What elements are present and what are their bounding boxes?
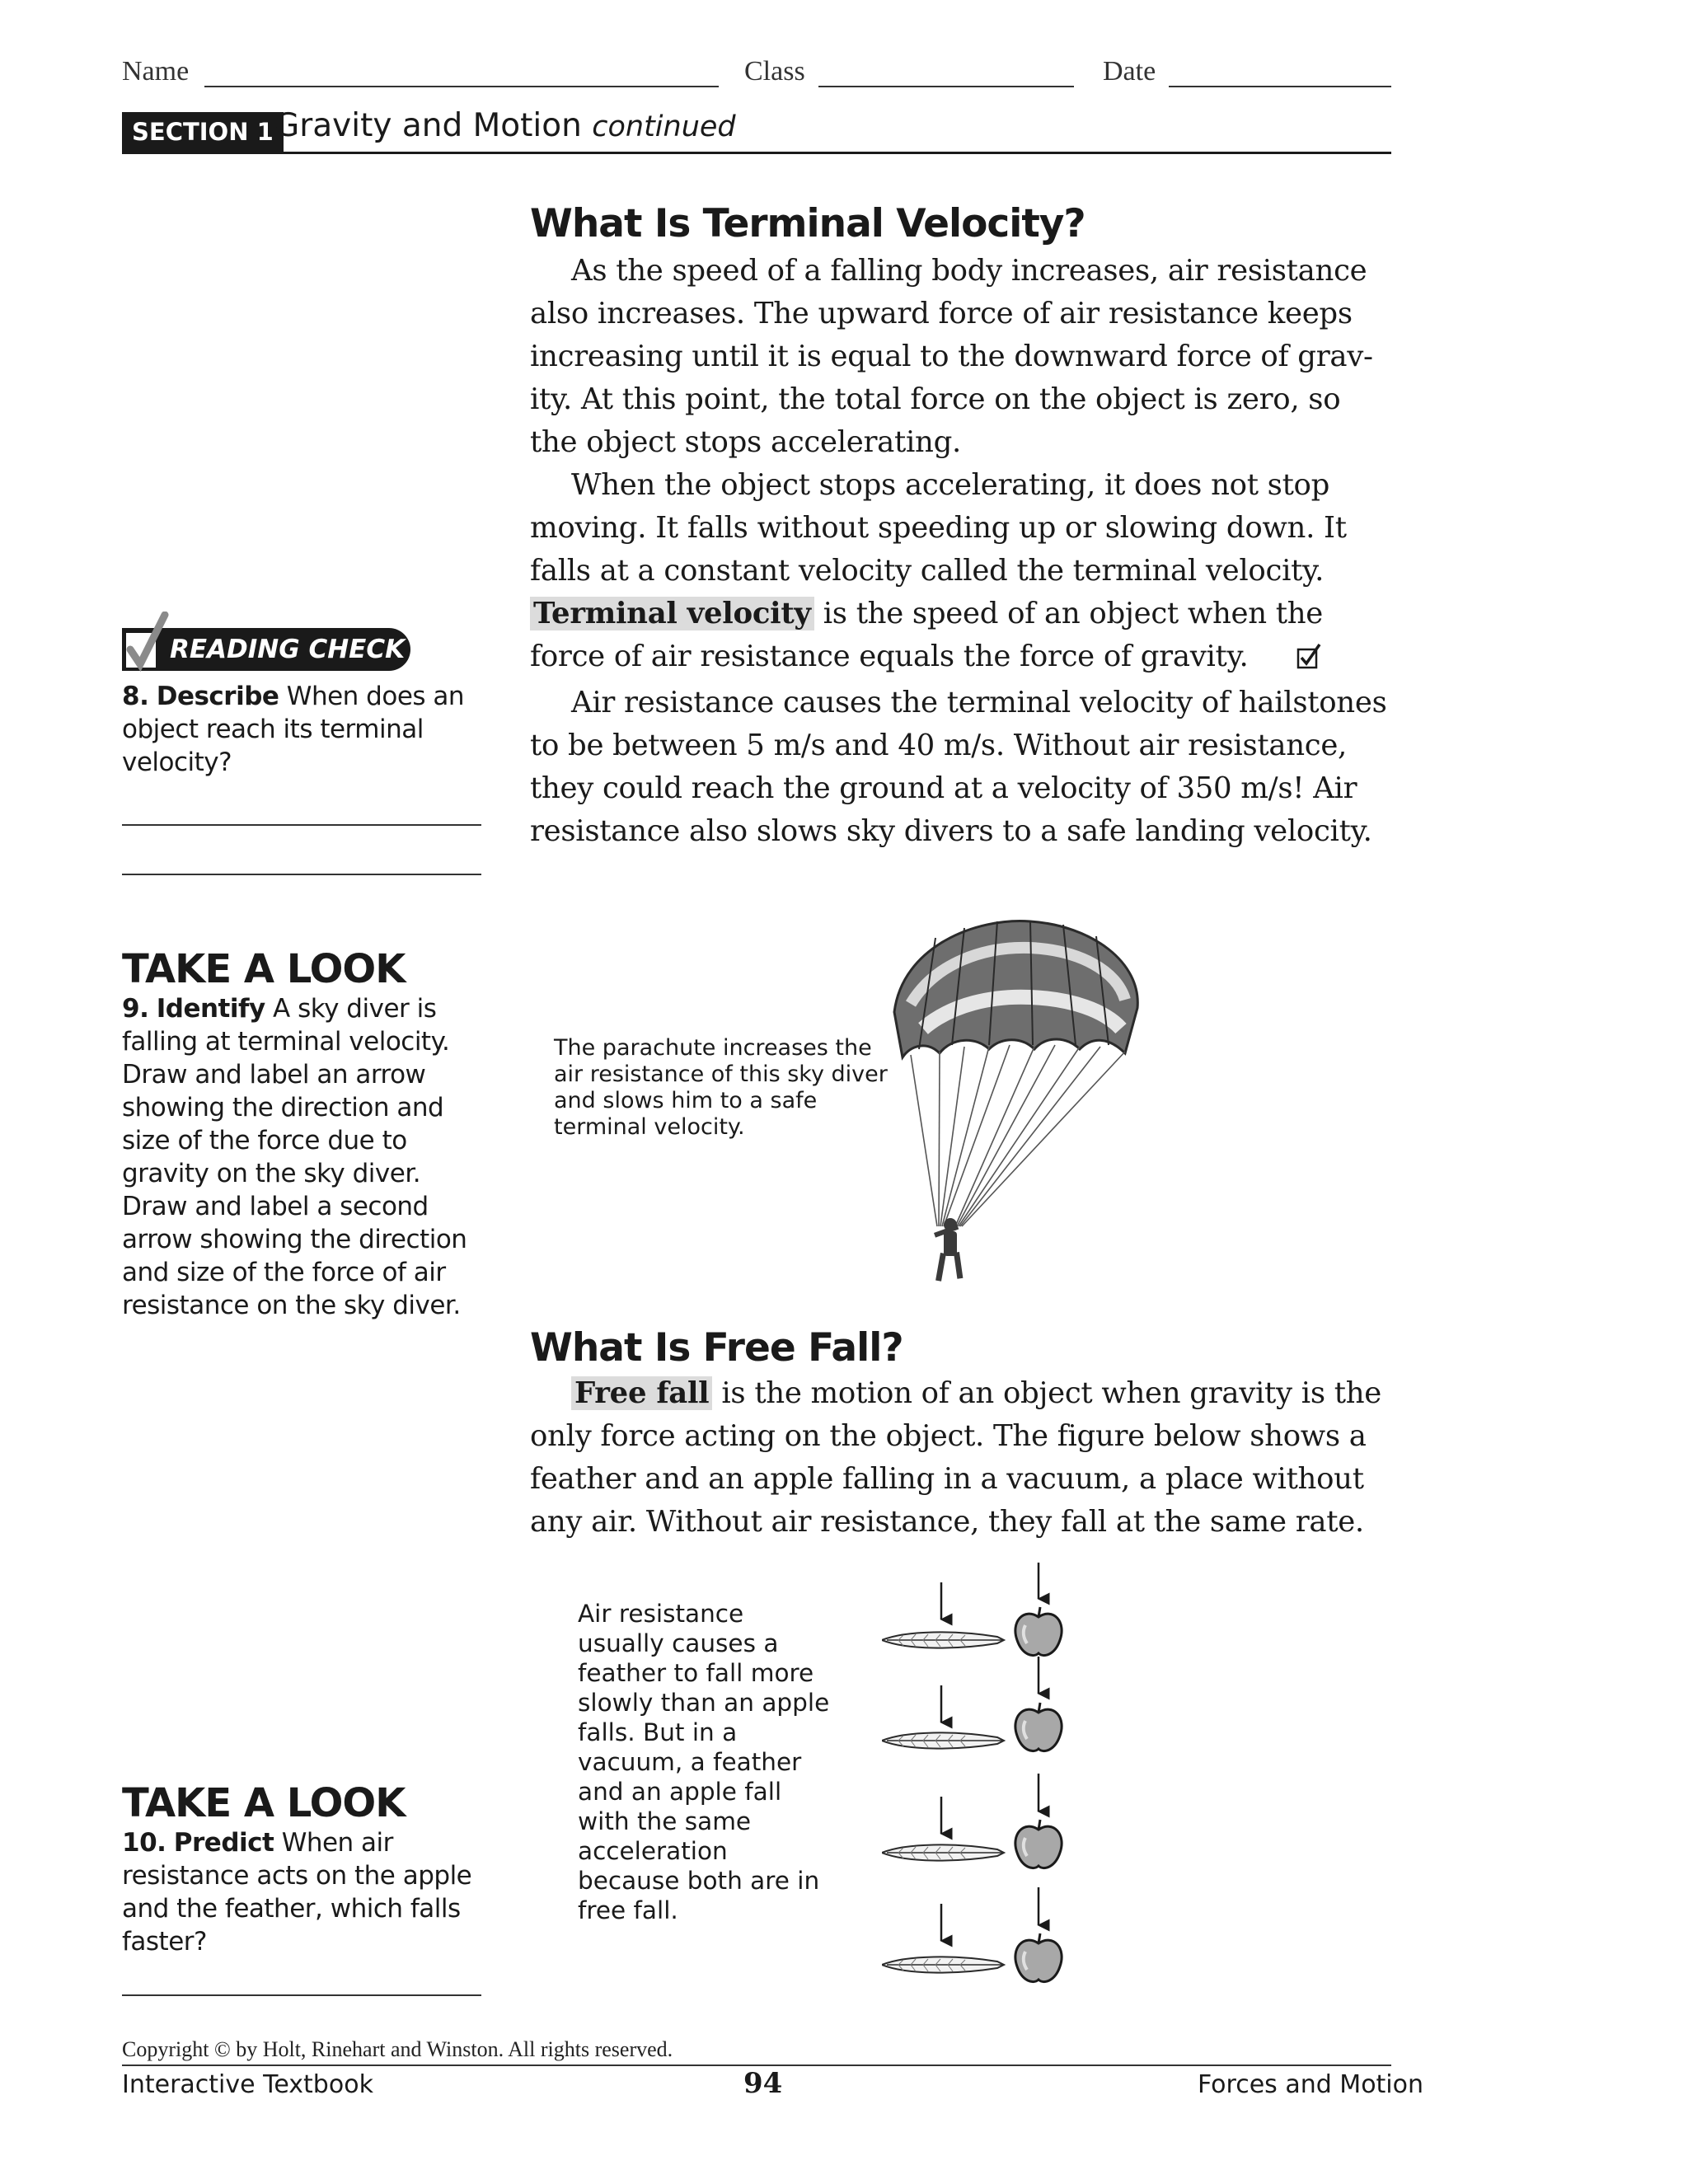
- tl10-verb: Predict: [173, 1828, 274, 1858]
- tl10-number: 10.: [122, 1828, 166, 1858]
- terminal-p2-rest: is the speed of an object when the force of air resistance equals the force of gravity.: [530, 597, 1323, 673]
- class-label: Class: [744, 56, 805, 87]
- date-label: Date: [1103, 56, 1156, 87]
- page-number: 94: [743, 2067, 783, 2100]
- free-fall-body: [530, 1372, 1395, 1544]
- terminal-velocity-heading: What Is Terminal Velocity?: [530, 201, 1085, 246]
- name-label: Name: [122, 56, 190, 87]
- terminal-velocity-body: [530, 250, 1395, 853]
- reading-check-banner: [122, 626, 410, 673]
- term-terminal-velocity: Terminal velocity: [530, 597, 814, 630]
- reading-check-mark-icon: [1255, 639, 1323, 682]
- tl9-text: A sky diver is falling at terminal velocity. Draw and label an arrow showing the direction and size of the force due to gravity on the sky diver. Draw and label a second arrow showing the direction and size of the force of air resistance on the sky diver.: [122, 994, 467, 1320]
- footer-chapter-title: Forces and Motion: [1198, 2070, 1424, 2099]
- footer-book-title: Interactive Textbook: [122, 2070, 373, 2099]
- parachute-illustration: [886, 913, 1150, 1296]
- take-a-look-title-1: TAKE A LOOK: [122, 946, 406, 992]
- copyright: Copyright © by Holt, Rinehart and Winston. All rights reserved.: [122, 2037, 673, 2061]
- terminal-p2: [530, 464, 1395, 682]
- take-a-look-question-10: [122, 1826, 485, 1958]
- terminal-p3: Air resistance causes the terminal velocity of hailstones to be between 5 m/s and 40 m/s. Without air resistance, they could reach the ground at a velocity of 350 m/s! Air resistance also slows sky divers to a safe landing velocity.: [530, 686, 1387, 848]
- free-fall-p1: [530, 1372, 1395, 1544]
- section-tag: SECTION 1: [122, 112, 284, 152]
- footer-rule: [122, 2064, 1391, 2066]
- header-rule: [122, 152, 1391, 154]
- reading-check-icon: [122, 612, 171, 677]
- rc-answer-line-1[interactable]: [122, 824, 481, 826]
- name-field[interactable]: [204, 86, 719, 87]
- section-title: [274, 107, 736, 144]
- take-a-look-question-9: [122, 992, 493, 1322]
- tl9-verb: Identify: [156, 994, 265, 1024]
- section-title-text: Gravity and Motion: [274, 107, 582, 144]
- free-fall-text: is the motion of an object when gravity is the only force acting on the object. The figure below shows a feather and an apple falling in a vacuum, a place without any air. Without air resistance, they fall at the same rate.: [530, 1376, 1381, 1539]
- parachute-caption: The parachute increases the air resistance of this sky diver and slows him to a safe terminal velocity.: [554, 1035, 888, 1140]
- reading-check-question: [122, 680, 476, 779]
- section-continued: continued: [592, 110, 736, 143]
- tl10-answer-line[interactable]: [122, 1994, 481, 1996]
- feather-apple-illustration: [882, 1549, 1080, 2014]
- reading-check-label: READING CHECK: [122, 628, 410, 671]
- rc-text: When does an object reach its terminal velocity?: [122, 682, 465, 777]
- class-field[interactable]: [818, 86, 1074, 87]
- rc-answer-line-2[interactable]: [122, 874, 481, 875]
- rc-number: 8.: [122, 682, 149, 711]
- date-field[interactable]: [1169, 86, 1391, 87]
- terminal-p2-intro: When the object stops accelerating, it does not stop moving. It falls without speeding up or slowing down. It falls at a constant velocity called the terminal velocity.: [530, 468, 1347, 588]
- terminal-p1: As the speed of a falling body increases, air resistance also increases. The upward force of air resistance keeps increasing until it is equal to the downward force of grav-ity. At this point, the total force on the object is zero, so the object stops accelerating.: [530, 254, 1373, 459]
- take-a-look-title-2: TAKE A LOOK: [122, 1780, 406, 1826]
- rc-verb: Describe: [156, 682, 279, 711]
- free-fall-heading: What Is Free Fall?: [530, 1325, 903, 1371]
- tl9-number: 9.: [122, 994, 149, 1024]
- term-free-fall: Free fall: [571, 1376, 712, 1410]
- tl10-text: When air resistance acts on the apple and the feather, which falls faster?: [122, 1828, 472, 1957]
- feather-apple-caption: Air resistance usually causes a feather to fall more slowly than an apple falls. But in a vacuum, a feather and an apple fall with the same acceleration because both are in free fall.: [578, 1600, 830, 1924]
